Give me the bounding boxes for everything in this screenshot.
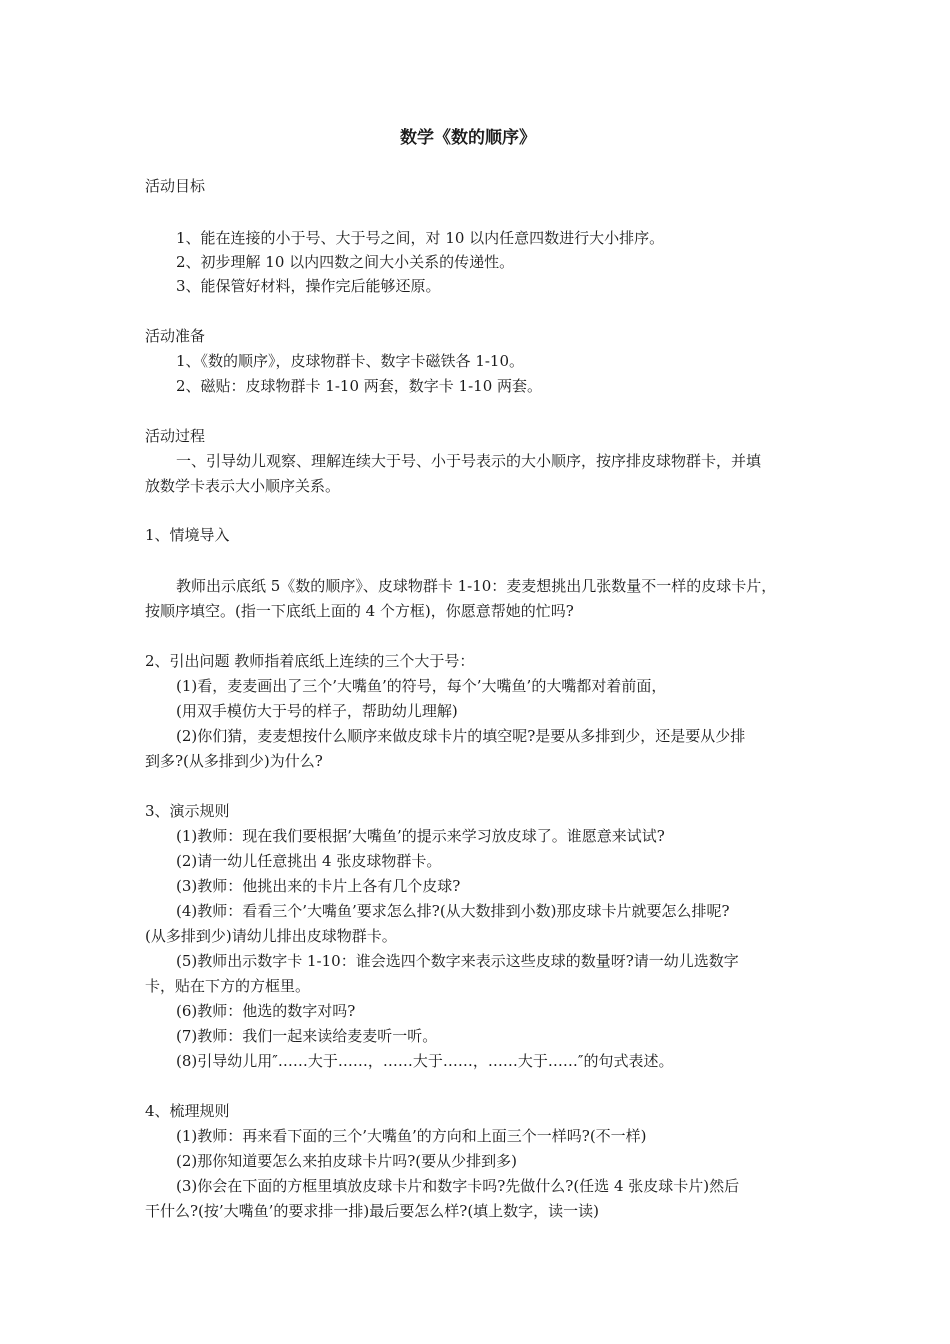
paragraph-line: (1)教师：再来看下面的三个’大嘴鱼’的方向和上面三个一样吗?(不一样) — [176, 1127, 647, 1145]
paragraph-line: 按顺序填空。(指一下底纸上面的 4 个方框)，你愿意帮她的忙吗? — [145, 602, 574, 620]
paragraph-line: 教师出示底纸 5《数的顺序》、皮球物群卡 1-10：麦麦想挑出几张数量不一样的皮球卡片， — [176, 577, 777, 595]
paragraph-line: 卡，贴在下方的方框里。 — [145, 977, 311, 995]
section-heading-preparation: 活动准备 — [145, 327, 206, 345]
paragraph-line: (从多排到少)请幼儿排出皮球物群卡。 — [145, 927, 397, 945]
paragraph-line: (8)引导幼儿用″……大于……，……大于……，……大于……″的句式表述。 — [176, 1052, 674, 1070]
section-heading-process: 活动过程 — [145, 427, 206, 445]
paragraph-line: 一、引导幼儿观察、理解连续大于号、小于号表示的大小顺序，按序排皮球物群卡，并填 — [176, 452, 762, 470]
step-heading: 3、演示规则 — [145, 802, 230, 820]
paragraph-line: 放数学卡表示大小顺序关系。 — [145, 477, 341, 495]
preparation-item: 2、磁贴：皮球物群卡 1-10 两套，数字卡 1-10 两套。 — [176, 377, 543, 395]
paragraph-line: (4)教师：看看三个’大嘴鱼’要求怎么排?(从大数排到小数)那皮球卡片就要怎么排呢? — [176, 902, 730, 920]
paragraph-line: (2)那你知道要怎么来拍皮球卡片吗?(要从少排到多) — [176, 1152, 517, 1170]
section-heading-goals: 活动目标 — [145, 177, 206, 195]
step-heading: 2、引出问题 教师指着底纸上连续的三个大于号： — [145, 652, 475, 670]
paragraph-line: (2)请一幼儿任意挑出 4 张皮球物群卡。 — [176, 852, 442, 870]
paragraph-line: 到多?(从多排到少)为什么? — [145, 752, 323, 770]
document-title: 数学《数的顺序》 — [400, 128, 536, 148]
step-heading: 1、情境导入 — [145, 526, 230, 544]
paragraph-line: (5)教师出示数字卡 1-10：谁会选四个数字来表示这些皮球的数量呀?请一幼儿选数字 — [176, 952, 739, 970]
paragraph-line: (7)教师：我们一起来读给麦麦听一听。 — [176, 1027, 438, 1045]
goal-item: 2、初步理解 10 以内四数之间大小关系的传递性。 — [176, 253, 515, 271]
paragraph-line: (6)教师：他选的数字对吗? — [176, 1002, 356, 1020]
paragraph-line: (3)教师：他挑出来的卡片上各有几个皮球? — [176, 877, 461, 895]
paragraph-line: (2)你们猜，麦麦想按什么顺序来做皮球卡片的填空呢?是要从多排到少，还是要从少排 — [176, 727, 746, 745]
step-heading: 4、梳理规则 — [145, 1102, 230, 1120]
paragraph-line: (用双手模仿大于号的样子，帮助幼儿理解) — [176, 702, 458, 720]
paragraph-line: (3)你会在下面的方框里填放皮球卡片和数字卡吗?先做什么?(任选 4 张皮球卡片)然后 — [176, 1177, 740, 1195]
paragraph-line: (1)看，麦麦画出了三个’大嘴鱼’的符号，每个’大嘴鱼’的大嘴都对着前面， — [176, 677, 667, 695]
paragraph-line: (1)教师：现在我们要根据’大嘴鱼’的提示来学习放皮球了。谁愿意来试试? — [176, 827, 665, 845]
preparation-item: 1、《数的顺序》，皮球物群卡、数字卡磁铁各 1-10。 — [176, 352, 525, 370]
paragraph-line: 干什么?(按’大嘴鱼’的要求排一排)最后要怎么样?(填上数字，读一读) — [145, 1202, 600, 1220]
goal-item: 3、能保管好材料，操作完后能够还原。 — [176, 277, 441, 295]
goal-item: 1、能在连接的小于号、大于号之间，对 10 以内任意四数进行大小排序。 — [176, 229, 665, 247]
